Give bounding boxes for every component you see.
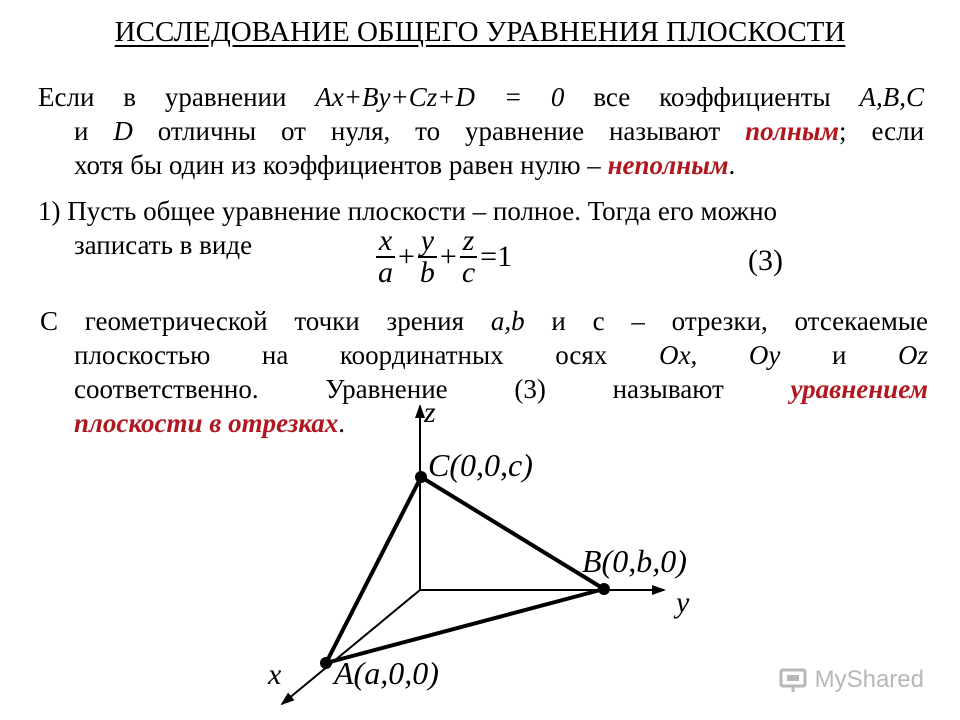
label-x: x	[268, 658, 282, 691]
equals-one: =1	[480, 240, 513, 273]
para2-text: называют	[612, 374, 724, 404]
plus-sign: +	[439, 240, 457, 273]
term-incomplete: неполным	[607, 150, 729, 180]
fraction-x-a: $\frac{x}{a}$	[378, 224, 393, 289]
item1-line2: записать в виде	[74, 230, 253, 260]
para2-text: и с – отрезки, отсекаемые	[551, 306, 928, 336]
para1-text: ; если	[839, 116, 925, 146]
coefficient-d: D	[113, 116, 133, 146]
axis-ox: Ox,	[658, 340, 698, 370]
segments-ab: a,b	[490, 306, 525, 336]
para2-text: соответственно. Уравнение	[74, 374, 448, 404]
label-point-b: B(0,b,0)	[582, 543, 687, 579]
para1-text: Если в уравнении	[38, 82, 287, 112]
page-title: ИССЛЕДОВАНИЕ ОБЩЕГО УРАВНЕНИЯ ПЛОСКОСТИ	[114, 16, 846, 48]
term-intercept-equation: уравнением	[790, 374, 929, 404]
fraction-z-c: $\frac{z}{c}$	[461, 224, 476, 289]
item-number: 1)	[38, 196, 61, 226]
edge-ac	[326, 477, 421, 663]
point-c	[415, 471, 427, 483]
watermark-text: MyShared	[814, 666, 924, 693]
para1-text: отличны от нуля, то уравнение называют	[157, 116, 721, 146]
para1-text: .	[728, 150, 736, 180]
label-point-a: A(a,0,0)	[334, 655, 439, 691]
axis-oy: Oy	[748, 340, 781, 370]
general-equation: Ax+By+Cz+D = 0	[315, 82, 565, 112]
para2-text: и	[831, 340, 847, 370]
edge-cb	[421, 477, 604, 589]
equation-label: (3)	[748, 244, 783, 277]
equation-reference: (3)	[514, 374, 546, 404]
para1-text: и	[74, 116, 89, 146]
plus-sign: +	[398, 240, 415, 273]
fraction-y-b: $\frac{y}{b}$	[419, 224, 435, 289]
presentation-icon	[779, 667, 809, 693]
para2-text: плоскостью на координатных осях	[74, 340, 608, 370]
term-full: полным	[745, 116, 840, 146]
label-z: z	[424, 396, 436, 429]
point-a	[320, 657, 332, 669]
label-y: y	[676, 586, 690, 619]
para1-text: хотя бы один из коэффициентов равен нулю –	[74, 150, 601, 180]
label-point-c: C(0,0,c)	[428, 447, 533, 483]
para1-text: все коэффициенты	[593, 82, 831, 112]
para2-text: .	[338, 408, 346, 438]
axis-oz: Oz	[898, 340, 929, 370]
item1-text: Пусть общее уравнение плоскости – полное. Тогда его можно	[67, 196, 778, 226]
edge-ba	[326, 589, 604, 663]
watermark	[779, 666, 924, 694]
point-b	[598, 583, 610, 595]
coefficients-abc: A,B,C	[859, 82, 925, 112]
term-intercept-plane: плоскости в отрезках	[74, 408, 339, 438]
para2-text: С геометрической точки зрения	[40, 306, 465, 336]
